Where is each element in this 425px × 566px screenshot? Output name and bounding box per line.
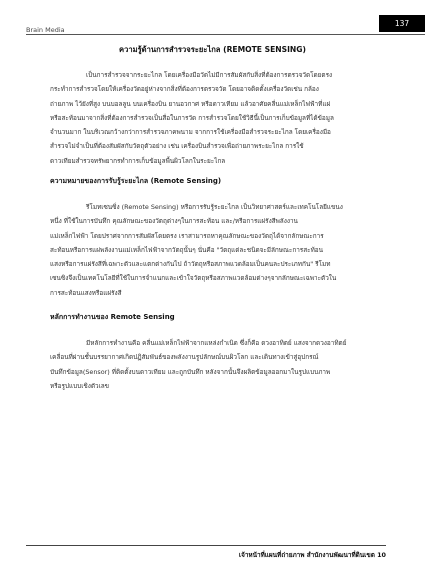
paragraph-line: เซนซิงจึงเป็นเทคโนโลยีที่ใช้ในการจำแนกและเข้าใจวัตถุหรือสภาพแวดล้อมต่างๆจากลักษณะเฉพาะตัวใน xyxy=(50,274,337,283)
paragraph-line: บันทึกข้อมูล(Sensor) ที่ติดตั้งบนดาวเทียม และถูกบันทึก หลังจากนั้นจึงผลิตข้อมูลออกมาในรูปแบบภาพ xyxy=(50,367,331,376)
paragraph-line: หรือสะท้อนมาจากสิ่งที่ต้องการสำรวจเป็นสื่อในการวัด การสำรวจโดยใช้วิธีนี้เป็นการเก็บข้อมูลที่ได้ข้อมูล xyxy=(50,113,334,122)
footer-divider xyxy=(26,545,386,546)
section-title: ความรู้ด้านการสำรวจระยะไกล (REMOTE SENSING) xyxy=(118,45,306,54)
intro-paragraph xyxy=(50,68,386,168)
paragraph-line: เคลื่อนที่ผ่านชั้นบรรยากาศเกิดปฏิสัมพันธ์ของพลังงานรูปลักษณ์บนผิวโลก และเดินทางเข้าสู่อุปกรณ์ xyxy=(50,353,319,362)
paragraph-line: สะท้อนหรือการแผ่พลังงานแม่เหล็กไฟฟ้าจากวัตถุนั้นๆ นั่นคือ "วัตถุแต่ละชนิดจะมีลักษณะการสะท้อน xyxy=(50,245,323,254)
paragraph-line: หนึ่ง ที่ใช้ในการบันทึก คุณลักษณะของวัตถุต่างๆในการสะท้อน และ/หรือการแผ่รังสีพลังงาน xyxy=(50,217,298,226)
paragraph-line: ถ่ายภาพ ไว้ยังที่สูง บนบอลลูน บนเครื่องบิน ยานอวกาศ หรือดาวเทียม แล้วอาศัยคลื่นแม่เหล็กไฟฟ้าที่แผ่ xyxy=(50,99,331,108)
header-divider xyxy=(26,34,425,35)
definition-paragraph xyxy=(50,200,386,300)
header-label: Brain Media xyxy=(26,26,65,34)
paragraph-line: การสะท้อนแสงหรือแผ่รังสี xyxy=(50,288,122,297)
paragraph-line: กระทำการสำรวจโดยให้เครื่องวัดอยู่ห่างจากสิ่งที่ต้องการตรวจวัด โดยอาจติดตั้งเครื่องวัดเช่น กล้อง xyxy=(50,85,319,94)
paragraph-line: รีโมทเซนซิ่ง (Remote Sensing) หรือการรับรู้ระยะไกล เป็นวิทยาศาสตร์และเทคโนโลยีแขนง xyxy=(86,203,343,211)
principle-paragraph xyxy=(50,336,386,393)
principle-heading: หลักการทำงานของ Remote Sensing xyxy=(50,313,175,321)
paragraph-line: แสงหรือการแผ่รังสีที่เฉพาะตัวและแตกต่างกันไป ถ้าวัตถุหรือสภาพแวดล้อมเป็นคนละประเภทกัน" รีโมท xyxy=(50,260,331,269)
paragraph-line: จำนวนมาก ในบริเวณกว้างกว่าการสำรวจภาคพนาม จากการใช้เครื่องมือสำรวจระยะไกล โดยเครื่องมือ xyxy=(50,128,331,137)
paragraph-line: มีหลักการทำงานคือ คลื่นแม่เหล็กไฟฟ้าจากแหล่งกำเนิด ซึ่งก็คือ ดวงอาทิตย์ แสงจากดวงอาทิตย์ xyxy=(86,339,347,347)
paragraph-line: หรือรูปแบบเชิงตัวเลข xyxy=(50,381,110,390)
paragraph-line: แม่เหล็กไฟฟ้า โดยปราศจากการสัมผัสโดยตรง เราสามารถหาคุณลักษณะของวัตถุได้จากลักษณะการ xyxy=(50,231,324,240)
paragraph-line: ดาวเทียมสำรวจทรัพยากรทำการเก็บข้อมูลพื้นผิวโลกในระยะไกล xyxy=(50,156,226,165)
page-number-badge xyxy=(379,15,425,32)
definition-heading: ความหมายของการรับรู้ระยะไกล (Remote Sensing) xyxy=(50,177,222,185)
page-number: 137 xyxy=(394,19,410,28)
paragraph-line: เป็นการสำรวจจากระยะไกล โดยเครื่องมือวัดไม่มีการสัมผัสกับสิ่งที่ต้องการตรวจวัดโดยตรง xyxy=(86,71,333,79)
footer-text: เจ้าหน้าที่แผนที่ถ่ายภาพ สำนักงานพัฒนาที่ดินเขต 10 xyxy=(238,551,386,559)
paragraph-line: สำรวจไม่จำเป็นที่ต้องสัมผัสกับวัตถุตัวอย่าง เช่น เครื่องบินสำรวจเพื่อถ่ายภาพระยะไกล การใช้ xyxy=(50,142,304,151)
